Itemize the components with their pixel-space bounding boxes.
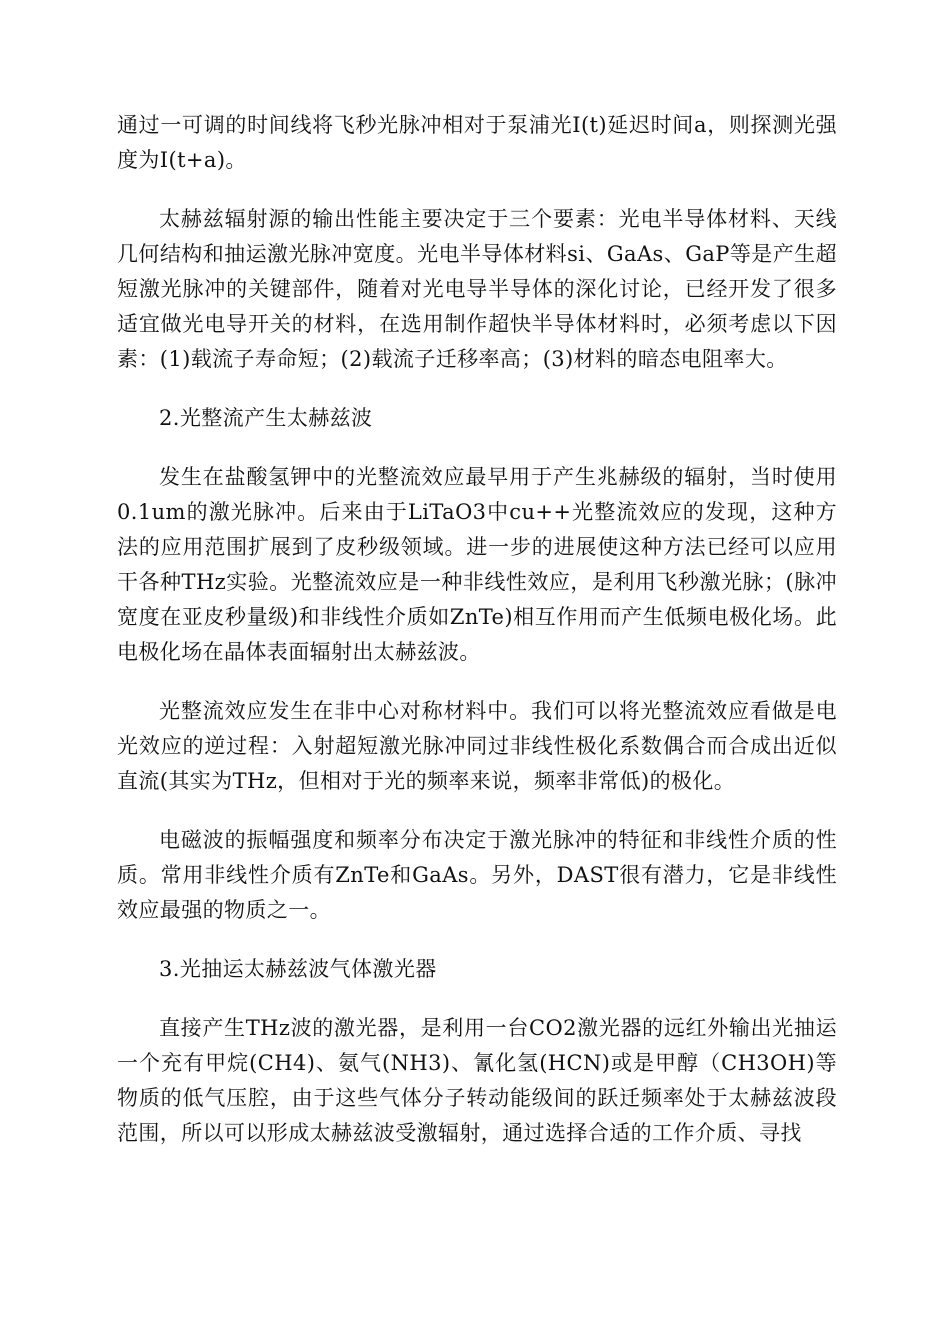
section-heading-optical-rectification: 2.光整流产生太赫兹波 [159,406,373,430]
document-page [117,108,837,1175]
paragraph-nonlinear-media: 电磁波的振幅强度和频率分布决定于激光脉冲的特征和非线性介质的性质。常用非线性介质有ZnTe和GaAs。另外，DAST很有潜力，它是非线性效应最强的物质之一。 [117,828,837,922]
paragraph-gas-laser: 直接产生THz波的激光器，是利用一台CO2激光器的远红外输出光抽运一个充有甲烷(CH4)、氨气(NH3)、氰化氢(HCN)或是甲醇（CH3OH)等物质的低气压腔，由于这些气体分子转动能级间的跃迁频率处于太赫兹波段范围，所以可以形成太赫兹波受激辐射，通过选择合适的工作介质、寻找 [117,1016,837,1145]
paragraph-optical-rectification-history: 发生在盐酸氢钾中的光整流效应最早用于产生兆赫级的辐射，当时使用0.1um的激光脉冲。后来由于LiTaO3中cu++光整流效应的发现，这种方法的应用范围扩展到了皮秒级领域。进一步的进展使这种方法已经可以应用干各种THz实验。光整流效应是一种非线性效应，是利用飞秒激光脉；(脉冲宽度在亚皮秒量级)和非线性介质如ZnTe)相互作用而产生低频电极化场。此电极化场在晶体表面辐射出太赫兹波。 [117,465,837,664]
section-heading-gas-laser: 3.光抽运太赫兹波气体激光器 [159,957,437,981]
paragraph-terahertz-source-factors: 太赫兹辐射源的输出性能主要决定于三个要素：光电半导体材料、天线几何结构和抽运激光脉冲宽度。光电半导体材料si、GaAs、GaP等是产生超短激光脉冲的关键部件，随着对光电导半导体的深化讨论，已经开发了很多适宜做光电导开关的材料，在选用制作超快半导体材料时，必须考虑以下因素：(1)载流子寿命短；(2)载流子迁移率高；(3)材料的暗态电阻率大。 [117,207,837,371]
paragraph-non-centrosymmetric: 光整流效应发生在非中心对称材料中。我们可以将光整流效应看做是电光效应的逆过程：入射超短激光脉冲同过非线性极化系数偶合而合成出近似直流(其实为THz，但相对于光的频率来说，频率非常低)的极化。 [117,699,837,793]
paragraph-continuation: 通过一可调的时间线将飞秒光脉冲相对于泵浦光I(t)延迟时间a，则探测光强度为I(t+a)。 [117,113,837,172]
